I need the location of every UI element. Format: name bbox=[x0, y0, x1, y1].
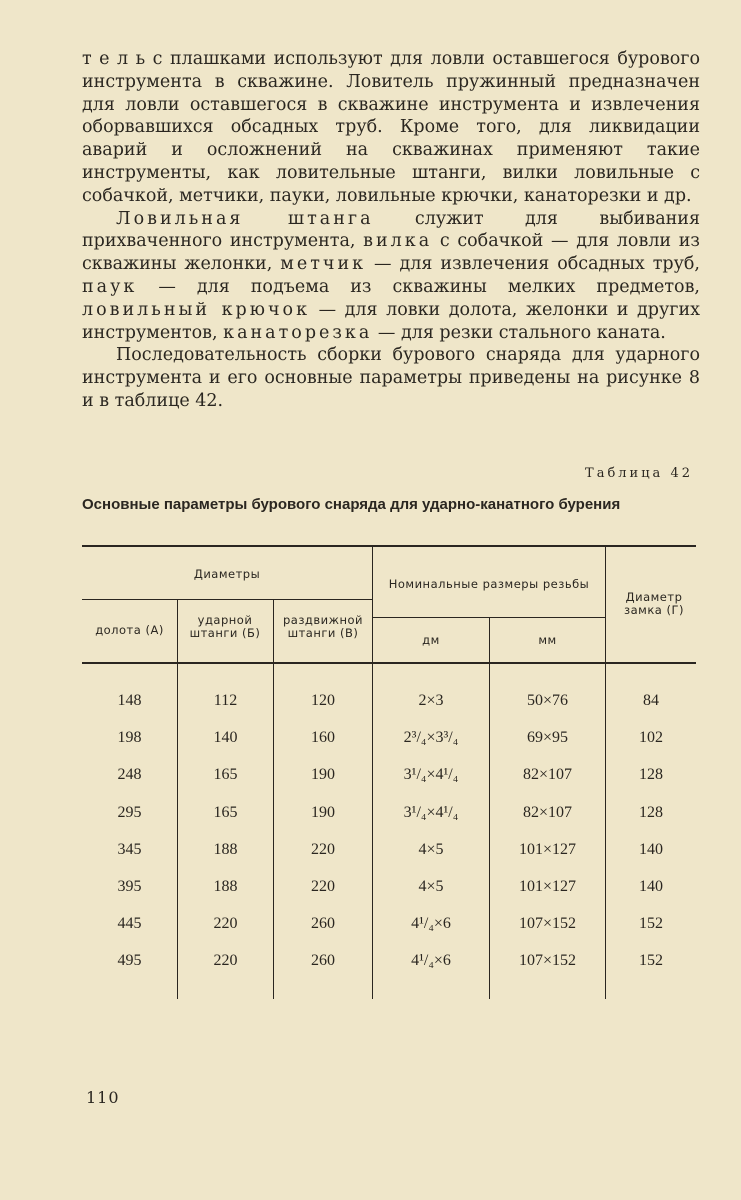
paragraph-2-text: — для ловки долота, желонки и других инструментов, bbox=[82, 299, 700, 343]
cell-percussion-rod: 112 bbox=[213, 692, 238, 709]
cell-thread-mm: 82×107 bbox=[522, 766, 573, 784]
term-spider: паук bbox=[82, 276, 138, 297]
cell-lock-diameter: 128 bbox=[639, 803, 663, 821]
cell-thread-inch: 2³/₄×3³/₄ bbox=[403, 729, 459, 747]
cell-bit: 395 bbox=[117, 878, 142, 895]
paragraph-2-text: — для подъема из скважины мелких предметов, bbox=[137, 276, 700, 297]
paragraph-1: т е л ь с плашками используют для ловли оставшегося бурового инструмента в скважине. Ловитель пружинный предназначен для ловли оставшегося в скважине инструмента и извлечения оборвавшихся обсадных труб. Кроме того, для ликвидации аварий и осложнений на скважинах применяют такие инструменты, как ловительные штанги, вилки ловильные с собачкой, метчики, пауки, ловильные крючки, канаторезки и др. bbox=[82, 49, 700, 206]
cell-thread-inch: 2×3 bbox=[418, 692, 444, 709]
cell-bit: 445 bbox=[117, 915, 142, 933]
cell-expanding-rod: 260 bbox=[311, 952, 335, 970]
cell-lock-diameter: 152 bbox=[639, 915, 663, 933]
cell-thread-mm: 101×127 bbox=[518, 840, 577, 858]
cell-thread-mm: 50×76 bbox=[526, 692, 569, 709]
cell-thread-inch: 4¹/₄×6 bbox=[411, 952, 451, 970]
paragraph-3: Последовательность сборки бурового снаряда для ударного инструмента и его основные параметры приведены на рисунке 8 и в таблице 42. bbox=[82, 345, 700, 411]
page-number: 110 bbox=[86, 1088, 120, 1107]
table-caption: Основные параметры бурового снаряда для ударно-канатного бурения bbox=[82, 496, 621, 513]
term-fork: вилка bbox=[363, 231, 433, 252]
cell-expanding-rod: 220 bbox=[311, 840, 335, 858]
header-bit: долота (А) bbox=[95, 623, 164, 637]
cell-percussion-rod: 188 bbox=[213, 878, 238, 895]
cell-bit: 345 bbox=[117, 840, 142, 858]
cell-expanding-rod: 190 bbox=[311, 803, 335, 821]
cell-percussion-rod: 165 bbox=[213, 766, 238, 784]
paragraph-2-text: служит для выбивания прихваченного инструмента, bbox=[82, 208, 700, 252]
header-inch: дм bbox=[422, 633, 440, 647]
cell-expanding-rod: 220 bbox=[311, 878, 335, 895]
header-lock-diameter: Диаметр замка (Г) bbox=[624, 590, 684, 617]
header-expanding-rod: раздвижной штанги (В) bbox=[282, 613, 364, 640]
cell-bit: 495 bbox=[117, 952, 142, 970]
cell-lock-diameter: 128 bbox=[639, 766, 663, 784]
cell-expanding-rod: 260 bbox=[311, 915, 335, 933]
cell-thread-mm: 107×152 bbox=[518, 915, 577, 933]
cell-thread-inch: 3¹/₄×4¹/₄ bbox=[403, 803, 459, 821]
paragraph-2-text: — для резки стального каната. bbox=[372, 322, 666, 343]
cell-expanding-rod: 160 bbox=[311, 729, 335, 747]
cell-bit: 248 bbox=[117, 766, 142, 784]
header-diameters: Диаметры bbox=[193, 567, 261, 581]
cell-expanding-rod: 190 bbox=[311, 766, 335, 784]
cell-lock-diameter: 152 bbox=[639, 952, 663, 970]
term-rope-cutter: канаторезка bbox=[223, 322, 373, 343]
term-tap: метчик bbox=[280, 254, 367, 275]
cell-thread-inch: 3¹/₄×4¹/₄ bbox=[403, 766, 459, 784]
paragraph-2-text: с собачкой — для ловли из скважины желонки, bbox=[82, 231, 700, 275]
cell-bit: 148 bbox=[117, 692, 142, 709]
cell-thread-mm: 101×127 bbox=[518, 878, 577, 895]
header-mm: мм bbox=[538, 633, 557, 647]
paragraph-2-text: — для извлечения обсадных труб, bbox=[366, 254, 700, 275]
cell-thread-inch: 4¹/₄×6 bbox=[411, 915, 451, 933]
cell-percussion-rod: 140 bbox=[213, 729, 238, 747]
cell-thread-mm: 82×107 bbox=[522, 803, 573, 821]
cell-lock-diameter: 102 bbox=[639, 729, 663, 747]
cell-thread-mm: 107×152 bbox=[518, 952, 577, 970]
table-number: Таблица 42 bbox=[585, 466, 693, 481]
cell-percussion-rod: 220 bbox=[213, 915, 238, 933]
cell-percussion-rod: 188 bbox=[213, 840, 238, 858]
term-fishing-hook: ловильный крючок bbox=[82, 299, 311, 320]
cell-lock-diameter: 140 bbox=[639, 878, 663, 895]
header-percussion-rod: ударной штанги (Б) bbox=[189, 613, 261, 640]
cell-bit: 295 bbox=[117, 803, 142, 821]
cell-bit: 198 bbox=[117, 729, 142, 747]
term-fishing-rod: Ловильная штанга bbox=[116, 208, 374, 229]
cell-lock-diameter: 140 bbox=[639, 840, 663, 858]
cell-percussion-rod: 220 bbox=[213, 952, 238, 970]
cell-expanding-rod: 120 bbox=[311, 692, 335, 709]
cell-thread-mm: 69×95 bbox=[526, 729, 569, 747]
cell-lock-diameter: 84 bbox=[643, 692, 659, 709]
header-thread-sizes: Номинальные размеры резьбы bbox=[388, 577, 590, 591]
cell-percussion-rod: 165 bbox=[213, 803, 238, 821]
cell-thread-inch: 4×5 bbox=[418, 878, 444, 895]
cell-thread-inch: 4×5 bbox=[418, 840, 444, 858]
